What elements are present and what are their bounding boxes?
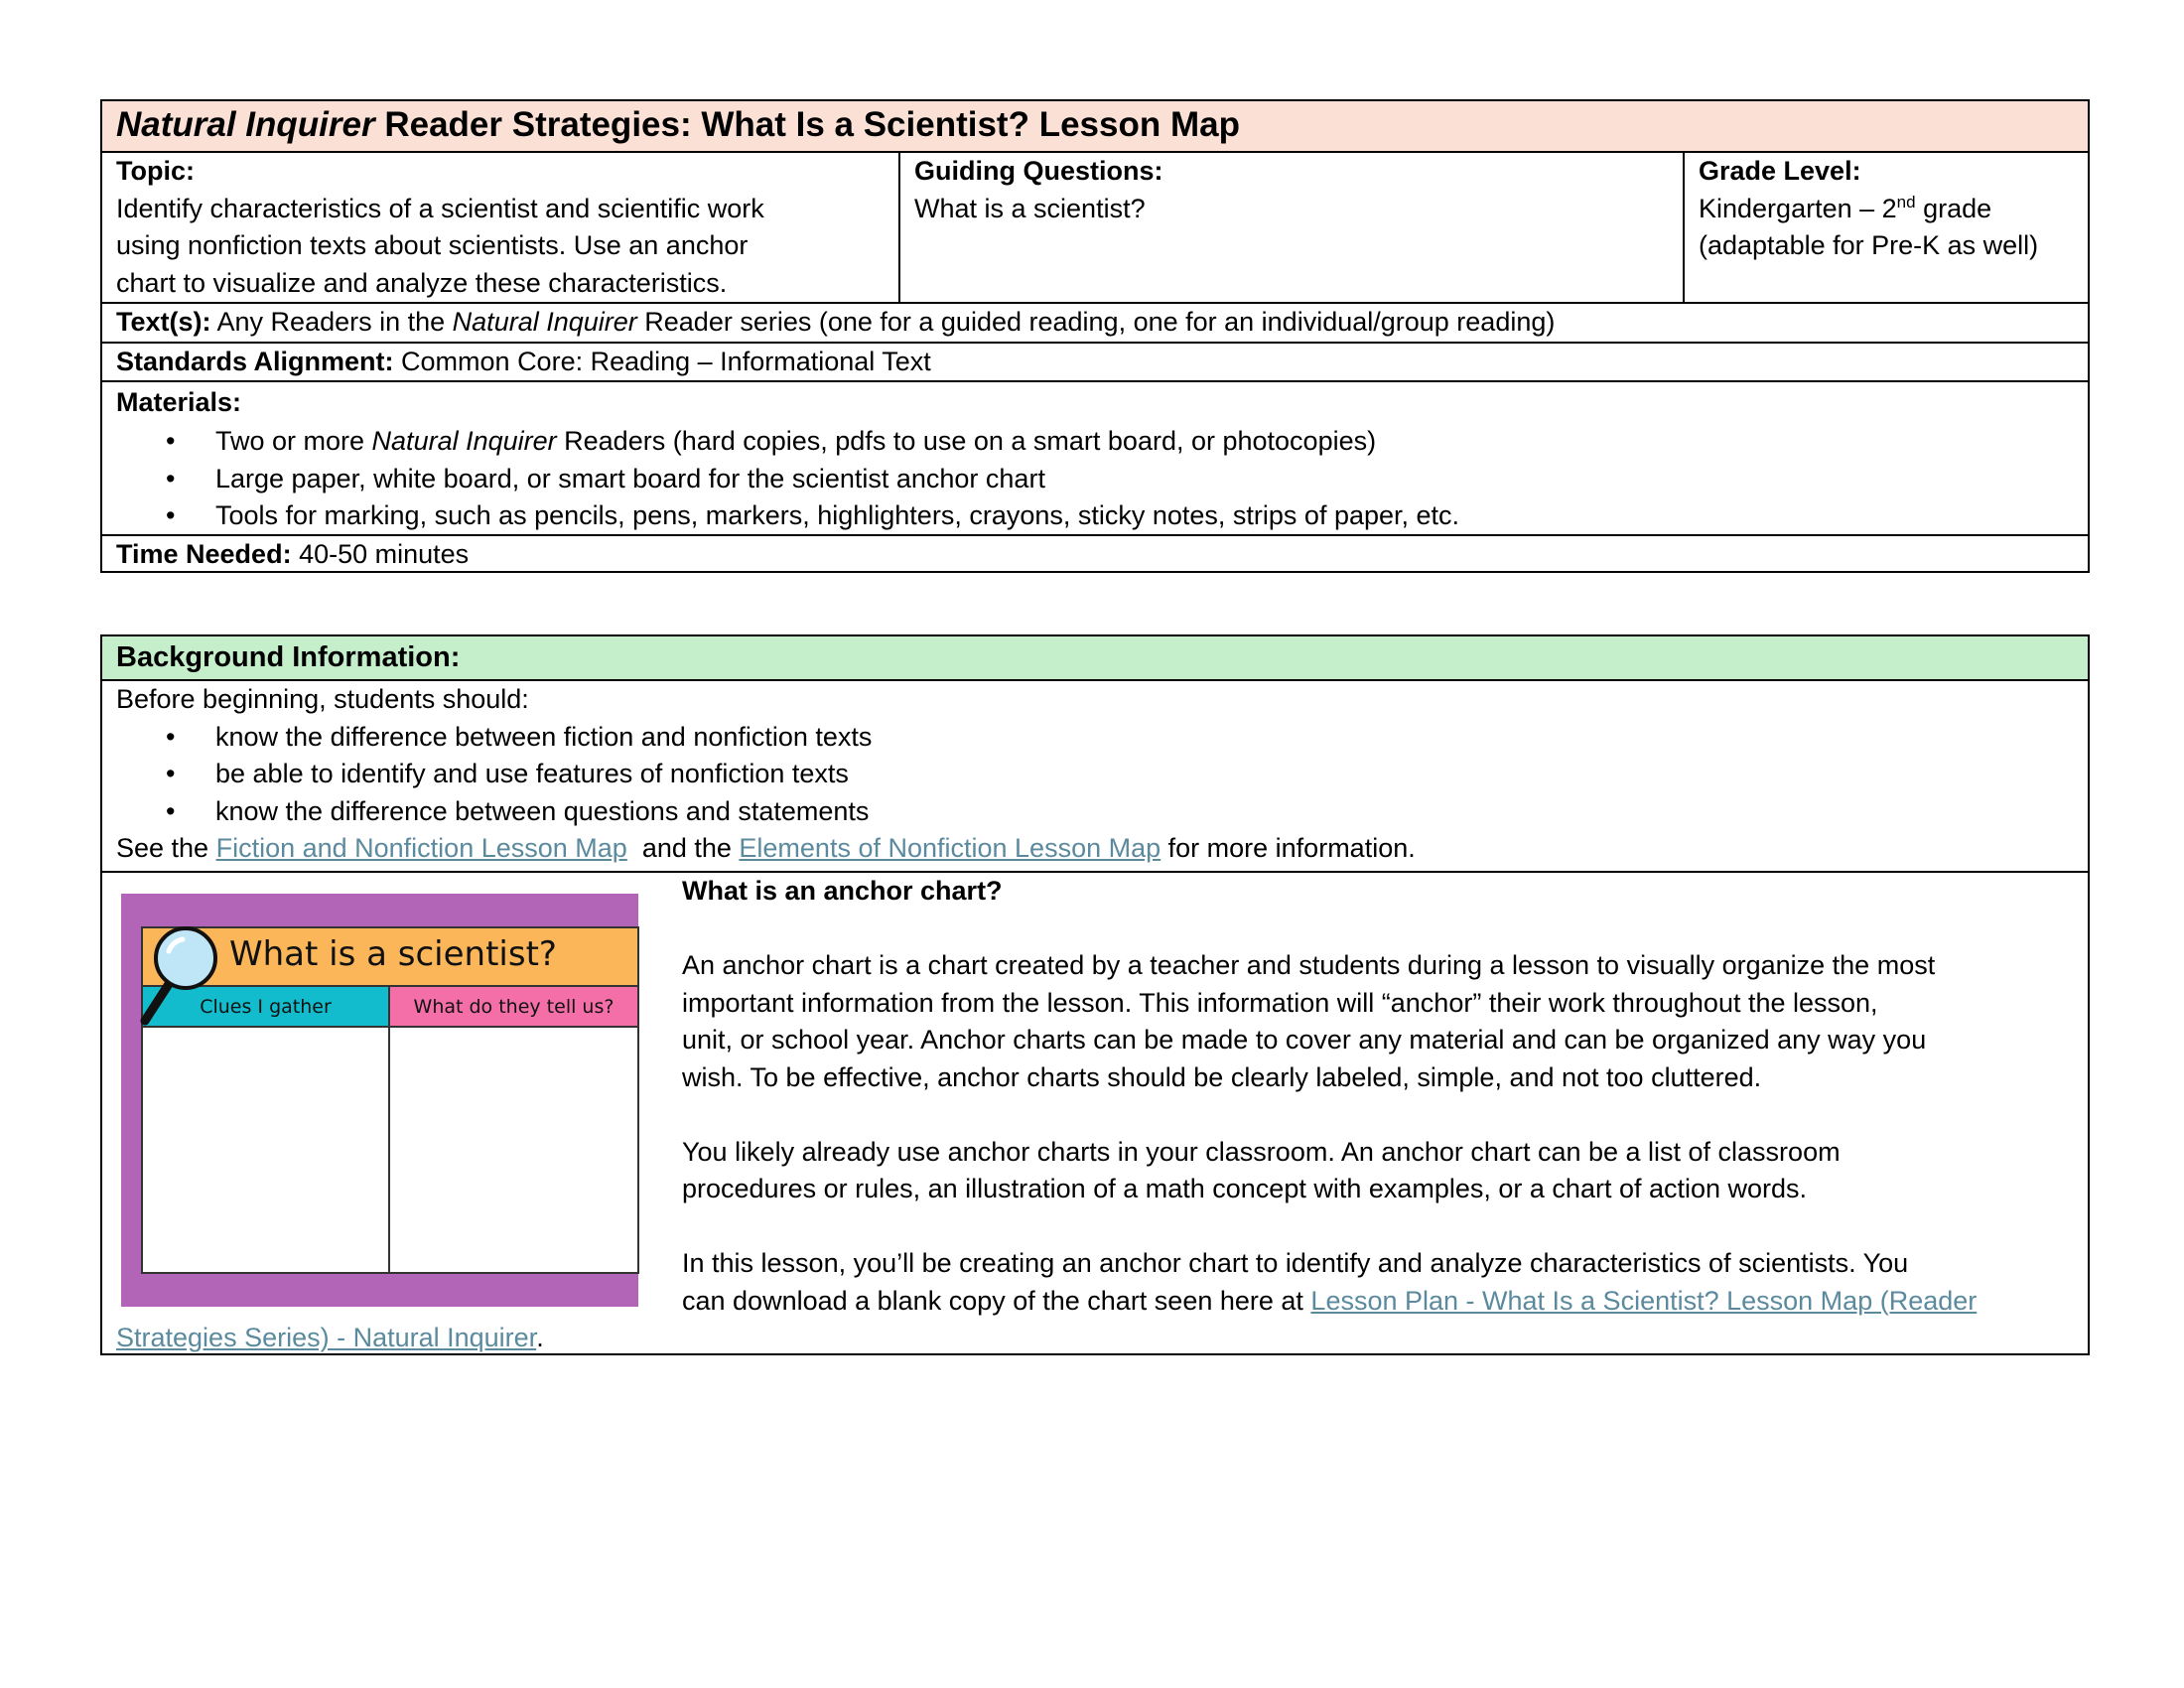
paragraph-text: can download a blank copy of the chart seen here at — [682, 1285, 1311, 1316]
paragraph-line: wish. To be effective, anchor charts should be clearly labeled, simple, and not too cluttered. — [682, 1061, 1762, 1092]
paragraph-line: An anchor chart is a chart created by a teacher and students during a lesson to visually organize the most — [682, 950, 1936, 980]
materials-text: Readers (hard copies, pdfs to use on a smart board, or photocopies) — [556, 426, 1377, 456]
background-title-row — [102, 636, 2088, 679]
materials-item: • Large paper, white board, or smart board for the scientist anchor chart — [116, 461, 2088, 498]
texts-row — [102, 302, 2088, 342]
grade-level-cell — [1685, 153, 2088, 302]
time-text: 40-50 minutes — [291, 539, 470, 569]
materials-text: Two or more — [215, 426, 372, 456]
grade-text: Kindergarten – 2 — [1699, 193, 1897, 223]
materials-item — [116, 423, 2088, 461]
texts-text: Any Readers in the — [210, 307, 453, 337]
grade-text: grade — [1915, 193, 1992, 223]
lesson-plan-link-continued[interactable]: Strategies Series) - Natural Inquirer — [116, 1323, 537, 1352]
paragraph-text: . — [536, 1323, 544, 1352]
guiding-text: What is a scientist? — [914, 193, 1146, 223]
prerequisites-item: • be able to identify and use features of nonfiction texts — [116, 756, 2088, 793]
see-also-text: and the — [626, 833, 740, 863]
grade-line-1 — [1699, 191, 2074, 228]
anchor-chart-divider — [388, 1028, 390, 1272]
materials-list — [116, 423, 2088, 535]
guiding-label: Guiding Questions: — [914, 156, 1163, 186]
topic-line: using nonfiction texts about scientists. Use an anchor — [116, 230, 749, 260]
topic-line: chart to visualize and analyze these characteristics. — [116, 267, 728, 298]
standards-row — [102, 342, 2088, 380]
prerequisites-item: • know the difference between questions and statements — [116, 793, 2088, 831]
time-label: Time Needed: — [116, 539, 292, 569]
anchor-chart-column-meaning: What do they tell us? — [390, 987, 637, 1028]
topic-label: Topic: — [116, 156, 195, 186]
elements-nonfiction-link[interactable]: Elements of Nonfiction Lesson Map — [739, 833, 1161, 863]
title-rest: Reader Strategies: What Is a Scientist? Lesson Map — [374, 105, 1240, 144]
prerequisites-intro: Before beginning, students should: — [116, 684, 529, 714]
info-row — [102, 151, 2088, 302]
materials-italic: Natural Inquirer — [371, 426, 557, 456]
prerequisites-item: • know the difference between fiction and nonfiction texts — [116, 719, 2088, 757]
grade-label: Grade Level: — [1699, 156, 1861, 186]
paragraph-line: unit, or school year. Anchor charts can be made to cover any material and can be organized any way you — [682, 1025, 1927, 1055]
lesson-map-title-row — [102, 101, 2088, 151]
paragraph-line-wrap — [116, 1320, 544, 1357]
anchor-chart-text — [682, 873, 2082, 1320]
paragraph-line: procedures or rules, an illustration of a math concept with examples, or a chart of action words. — [682, 1174, 1808, 1203]
fiction-nonfiction-link[interactable]: Fiction and Nonfiction Lesson Map — [215, 833, 627, 863]
materials-label: Materials: — [116, 387, 242, 417]
see-also-line — [116, 830, 2088, 868]
grade-superscript: nd — [1896, 192, 1916, 211]
prerequisites-row — [102, 679, 2088, 871]
anchor-chart-image — [121, 894, 638, 1307]
anchor-chart-title: What is a scientist? — [229, 934, 557, 974]
prerequisites-list — [116, 719, 2088, 831]
magnifying-glass-icon — [121, 894, 240, 1033]
lesson-map-title — [102, 101, 2088, 149]
standards-label: Standards Alignment: — [116, 347, 394, 376]
anchor-chart-column-clues: Clues I gather — [143, 987, 390, 1028]
topic-cell — [102, 153, 900, 302]
materials-item: • Tools for marking, such as pencils, pens, markers, highlighters, crayons, sticky notes, strips of paper, etc. — [116, 497, 2088, 535]
anchor-chart-heading: What is an anchor chart? — [682, 876, 1003, 906]
paragraph-line: You likely already use anchor charts in your classroom. An anchor chart can be a list of classroom — [682, 1136, 1841, 1167]
texts-label: Text(s): — [116, 307, 211, 337]
topic-line: Identify characteristics of a scientist and scientific work — [116, 193, 764, 223]
paragraph-line: In this lesson, you’ll be creating an anchor chart to identify and analyze characteristics of scientists. You — [682, 1248, 1909, 1278]
texts-italic: Natural Inquirer — [452, 307, 637, 337]
texts-text: Reader series (one for a guided reading, one for an individual/group reading) — [636, 307, 1556, 337]
title-italic: Natural Inquirer — [116, 105, 375, 144]
standards-text: Common Core: Reading – Informational Text — [393, 347, 931, 376]
background-title: Background Information: — [116, 641, 461, 673]
guiding-questions-cell — [900, 153, 1685, 302]
see-also-text: See the — [116, 833, 216, 863]
paragraph-line: important information from the lesson. This information will “anchor” their work throughout the lesson, — [682, 987, 1878, 1018]
paragraph-line — [682, 1283, 2082, 1321]
lesson-plan-link[interactable]: Lesson Plan - What Is a Scientist? Lesson Map (Reader — [1310, 1285, 1978, 1316]
time-row — [102, 534, 2088, 573]
materials-row — [102, 380, 2088, 534]
see-also-text: for more information. — [1160, 833, 1416, 863]
lesson-map-table — [100, 99, 2090, 573]
grade-line-2: (adaptable for Pre-K as well) — [1699, 230, 2039, 260]
